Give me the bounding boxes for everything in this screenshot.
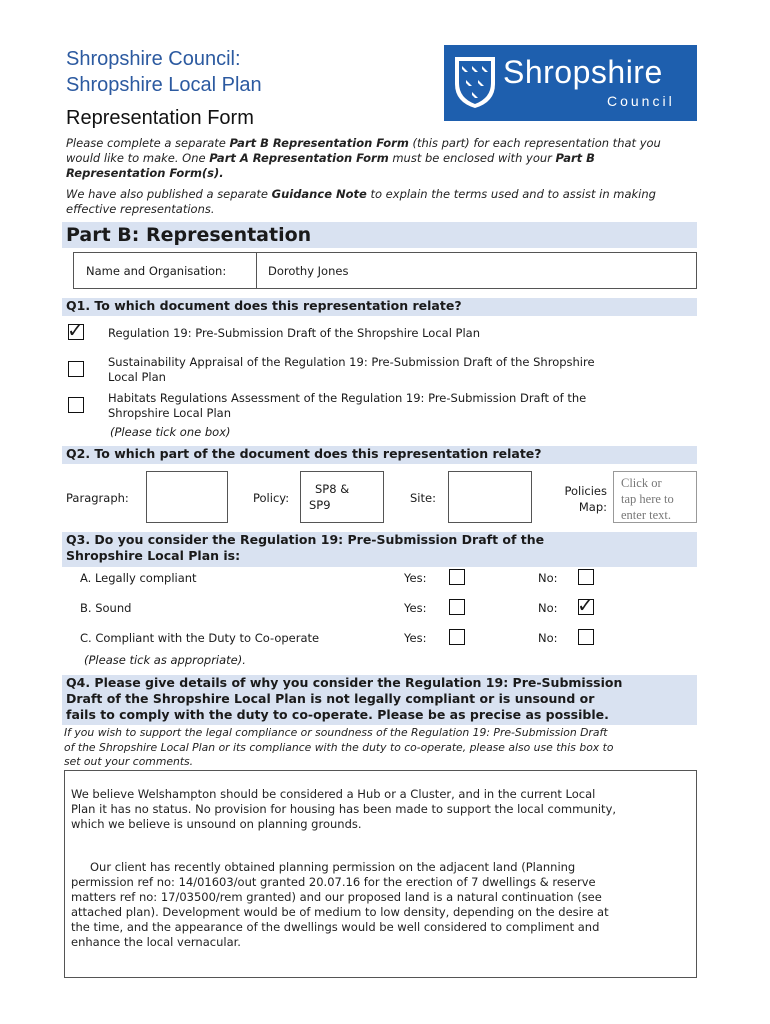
placeholder-line-3: enter text. xyxy=(621,508,671,522)
q4-answer-paragraph-1 xyxy=(71,787,691,832)
policy-value-2: SP9 xyxy=(309,498,331,512)
q1-option-2-checkbox[interactable] xyxy=(68,361,84,377)
q1-option-2-line2: Local Plan xyxy=(108,370,166,384)
logo-sub: Council xyxy=(607,93,675,109)
name-organisation-label: Name and Organisation: xyxy=(86,264,227,278)
form-title: Representation Form xyxy=(66,107,254,129)
part-b-heading: Part B: Representation xyxy=(62,222,697,248)
q4-answer-paragraph-2 xyxy=(71,860,691,950)
q2-heading: Q2. To which part of the document does this representation relate? xyxy=(62,446,697,464)
answer-line: enhance the local vernacular. xyxy=(71,935,241,949)
q3-row-a-yes-label: Yes: xyxy=(404,571,427,585)
placeholder-line-1: Click or xyxy=(621,476,662,490)
shield-crest-icon xyxy=(452,54,498,110)
q3-row-a-label: A. Legally compliant xyxy=(80,571,197,585)
q3-row-c-no-label: No: xyxy=(538,631,558,645)
q3-row-b-yes-label: Yes: xyxy=(404,601,427,615)
q3-row-c-yes-checkbox[interactable] xyxy=(449,629,465,645)
q3-row-a-no-label: No: xyxy=(538,571,558,585)
answer-line: which we believe is unsound on planning grounds. xyxy=(71,817,362,831)
policy-value-1: SP8 & xyxy=(315,482,350,496)
paragraph-label: Paragraph: xyxy=(66,491,129,505)
answer-line: We believe Welshampton should be considered a Hub or a Cluster, and in the current Local xyxy=(71,787,596,801)
policies-map-field[interactable] xyxy=(613,471,697,523)
q4-guidance xyxy=(64,726,698,770)
logo-name: Shropshire xyxy=(503,54,663,90)
q4-guidance-line1: If you wish to support the legal compliance or soundness of the Regulation 19: Pre-Submission Draft xyxy=(64,726,608,739)
q1-option-2-line1: Sustainability Appraisal of the Regulation 19: Pre-Submission Draft of the Shropshire xyxy=(108,355,595,369)
q3-row-a-no-checkbox[interactable] xyxy=(578,569,594,585)
policies-map-placeholder xyxy=(621,475,674,523)
intro-text: We have also published a separate xyxy=(66,187,272,201)
q4-heading xyxy=(62,675,697,725)
policy-label: Policy: xyxy=(253,491,290,505)
council-title-line1: Shropshire Council: xyxy=(66,48,241,70)
answer-line: the time, and the appearance of the dwellings would be well considered to compliment and xyxy=(71,920,600,934)
answer-line: matters ref no: 17/03500/rem granted) and our proposed land is a natural continuation (see xyxy=(71,890,602,904)
q1-option-3-line2: Shropshire Local Plan xyxy=(108,406,232,420)
checkmark-icon: ✓ xyxy=(67,318,84,342)
q3-row-a-yes-checkbox[interactable] xyxy=(449,569,465,585)
placeholder-line-2: tap here to xyxy=(621,492,674,506)
intro-bold: Part B Representation Form xyxy=(229,136,409,150)
council-title-line2: Shropshire Local Plan xyxy=(66,74,262,96)
policy-field[interactable] xyxy=(300,471,384,523)
q3-heading-line1: Q3. Do you consider the Regulation 19: Pre-Submission Draft of the xyxy=(66,532,545,547)
answer-line: permission ref no: 14/01603/out granted 20.07.16 for the erection of 7 dwellings & reserve xyxy=(71,875,596,889)
q4-answer-box[interactable] xyxy=(64,770,697,978)
q4-heading-line3: fails to comply with the duty to co-operate. Please be as precise as possible. xyxy=(66,707,609,722)
name-divider xyxy=(256,252,257,289)
q3-heading-line2: Shropshire Local Plan is: xyxy=(66,548,241,563)
name-organisation-field[interactable]: Dorothy Jones xyxy=(268,264,349,278)
q4-heading-line1: Q4. Please give details of why you consider the Regulation 19: Pre-Submission xyxy=(66,675,623,690)
intro-text: (this part) for each representation that you would like to make. One xyxy=(66,136,661,165)
q4-guidance-line2: of the Shropshire Local Plan or its compliance with the duty to co-operate, please also use this box to xyxy=(64,740,614,754)
q4-heading-line2: Draft of the Shropshire Local Plan is not legally compliant or is unsound or xyxy=(66,691,595,706)
site-label: Site: xyxy=(410,491,436,505)
policies-map-label-2: Map: xyxy=(578,500,607,514)
intro-paragraph-2 xyxy=(66,187,696,217)
answer-line: attached plan). Development would be of medium to low density, depending on the desire at xyxy=(71,905,609,919)
policies-map-label xyxy=(558,483,607,515)
q1-option-3-checkbox[interactable] xyxy=(68,397,84,413)
council-title xyxy=(66,46,262,98)
intro-bold: Part B Representation Form(s). xyxy=(66,151,595,180)
intro-text: to explain the terms used and to assist in making effective representations. xyxy=(66,187,656,216)
paragraph-field[interactable] xyxy=(146,471,228,523)
q3-row-b-yes-checkbox[interactable] xyxy=(449,599,465,615)
site-field[interactable] xyxy=(448,471,532,523)
q1-heading: Q1. To which document does this representation relate? xyxy=(62,298,697,316)
q3-row-c-no-checkbox[interactable] xyxy=(578,629,594,645)
intro-bold: Part A Representation Form xyxy=(209,151,389,165)
q3-row-c-label: C. Compliant with the Duty to Co-operate xyxy=(80,631,320,645)
q3-row-b-no-label: No: xyxy=(538,601,558,615)
q1-option-2-label xyxy=(108,355,595,385)
checkmark-icon: ✓ xyxy=(577,593,594,617)
q3-row-c-yes-label: Yes: xyxy=(404,631,427,645)
policies-map-label-1: Policies xyxy=(564,484,607,498)
intro-bold: Guidance Note xyxy=(271,187,367,201)
intro-paragraph-1 xyxy=(66,136,696,181)
q1-option-1-label: Regulation 19: Pre-Submission Draft of the Shropshire Local Plan xyxy=(108,326,481,340)
q3-row-b-label: B. Sound xyxy=(80,601,132,615)
q1-option-3-line1: Habitats Regulations Assessment of the Regulation 19: Pre-Submission Draft of the xyxy=(108,391,587,405)
q4-guidance-line3: set out your comments. xyxy=(64,755,194,768)
answer-line: Plan it has no status. No provision for housing has been made to support the local community, xyxy=(71,802,617,816)
q1-option-3-label xyxy=(108,391,586,421)
q1-note: (Please tick one box) xyxy=(110,425,231,439)
q3-note: (Please tick as appropriate). xyxy=(84,653,246,667)
answer-line: Our client has recently obtained planning permission on the adjacent land (Planning xyxy=(90,860,576,874)
intro-text: must be enclosed with your xyxy=(388,151,556,165)
q3-heading xyxy=(62,532,697,567)
intro-text: Please complete a separate xyxy=(66,136,230,150)
